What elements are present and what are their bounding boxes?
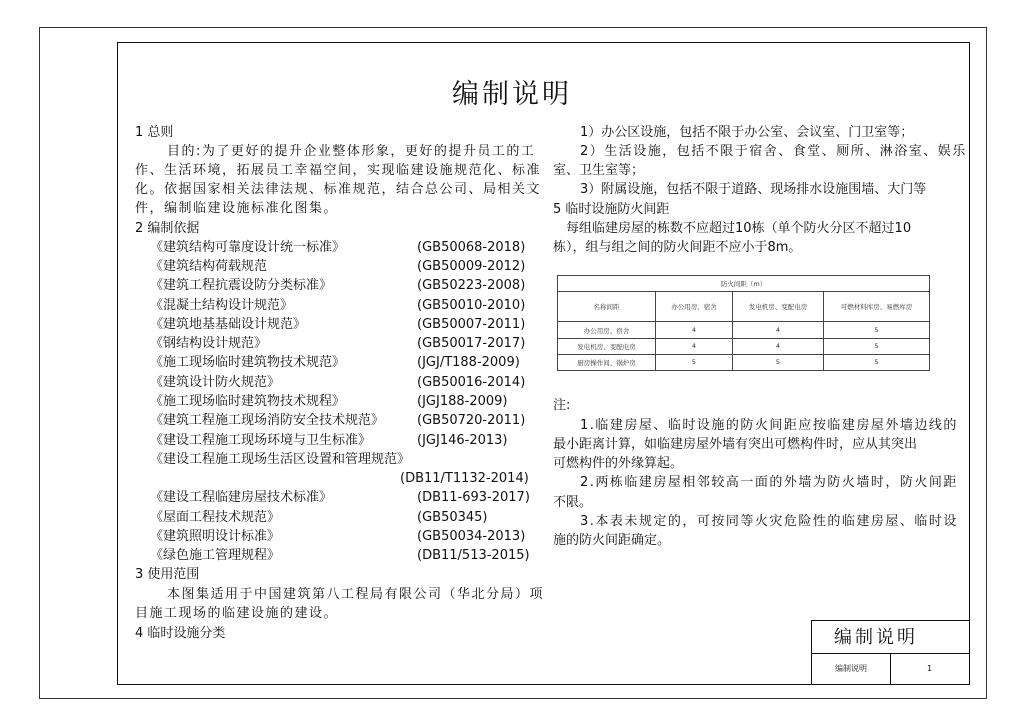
fire-spacing-table bbox=[557, 275, 930, 371]
table-cell: 4 bbox=[656, 322, 733, 338]
standard-name: 《施工现场临时建筑物技术规程》 bbox=[150, 394, 346, 409]
notes-heading: 注: bbox=[553, 398, 571, 413]
page-title: 编制说明 bbox=[452, 79, 572, 110]
standard-code: (GB50007-2011) bbox=[417, 317, 526, 332]
table-row bbox=[558, 322, 930, 338]
table-cell: 4 bbox=[733, 322, 824, 338]
sec1-line: 作、生活环境，拓展员工幸福空间，实现临建设施规范化、标准 bbox=[135, 163, 542, 178]
section-3-heading: 3 使用范围 bbox=[135, 567, 200, 582]
note-line: 不限。 bbox=[553, 495, 593, 510]
section-4-heading: 4 临时设施分类 bbox=[135, 626, 226, 641]
table-cell: 5 bbox=[656, 354, 733, 370]
facility-item: 2）生活设施，包括不限于宿舍、食堂、厕所、淋浴室、娱乐 bbox=[580, 144, 967, 159]
sec1-line: 件，编制临建设施标准化图集。 bbox=[135, 201, 339, 216]
standard-code: (GB50010-2010) bbox=[417, 298, 526, 313]
section-5-heading: 5 临时设施防火间距 bbox=[553, 202, 670, 217]
table-cell: 4 bbox=[656, 338, 733, 354]
standard-name: 《屋面工程技术规范》 bbox=[150, 510, 281, 525]
title-block bbox=[811, 620, 970, 685]
title-block-page-number: 1 bbox=[926, 664, 933, 673]
title-block-main: 编制说明 bbox=[812, 621, 969, 654]
standard-code: (GB50017-2017) bbox=[417, 336, 526, 351]
sec1-line: 目的:为了更好的提升企业整体形象，更好的提升员工的工 bbox=[167, 144, 536, 159]
note-line: 2.两栋临建房屋相邻较高一面的外墙为防火墙时，防火间距 bbox=[580, 475, 958, 490]
table-header: 可燃材料库房、易燃库房 bbox=[824, 292, 930, 322]
standard-name: 《混凝土结构设计规范》 bbox=[150, 298, 294, 313]
standard-name: 《建设工程临建房屋技术标准》 bbox=[150, 490, 333, 505]
table-row bbox=[558, 354, 930, 370]
table-cell: 厨房操作间、锅炉房 bbox=[558, 354, 656, 370]
note-line: 最小距离计算，如临建房屋外墙有突出可燃构件时，应从其突出 bbox=[553, 437, 918, 452]
standard-name: 《建筑结构可靠度设计统一标准》 bbox=[150, 240, 346, 255]
standard-name: 《钢结构设计规范》 bbox=[150, 336, 268, 351]
table-cell: 5 bbox=[733, 354, 824, 370]
standard-code: (GB50009-2012) bbox=[417, 259, 526, 274]
table-header: 名称间距 bbox=[558, 292, 656, 322]
standard-code: (DB11/T1132-2014) bbox=[400, 471, 529, 486]
facility-item: 3）附属设施，包括不限于道路、现场排水设施围墙、大门等 bbox=[580, 182, 927, 197]
standard-code: (GB50345) bbox=[417, 510, 488, 525]
standard-name: 《建筑地基基础设计规范》 bbox=[150, 317, 307, 332]
standard-code: (JGJ188-2009) bbox=[417, 394, 508, 409]
table-cell: 5 bbox=[824, 322, 930, 338]
note-line: 3.本表未规定的，可按同等火灾危险性的临建房屋、临时设 bbox=[580, 514, 958, 529]
standard-code: (JGJ146-2013) bbox=[417, 433, 508, 448]
standard-name: 《施工现场临时建筑物技术规范》 bbox=[150, 355, 346, 370]
facility-item: 1）办公区设施，包括不限于办公室、会议室、门卫室等； bbox=[580, 125, 914, 140]
facility-item: 室、卫生室等； bbox=[553, 163, 645, 178]
table-cell: 5 bbox=[824, 338, 930, 354]
note-line: 1.临建房屋、临时设施的防火间距应按临建房屋外墙边线的 bbox=[580, 418, 958, 433]
standard-name: 《建设工程施工现场生活区设置和管理规范》 bbox=[150, 452, 411, 467]
table-header: 发电机房、变配电房 bbox=[733, 292, 824, 322]
sec5-line: 栋），组与组之间的防火间距不应小于8m。 bbox=[553, 240, 802, 255]
standard-name: 《绿色施工管理规程》 bbox=[150, 548, 281, 563]
note-line: 施的防火间距确定。 bbox=[553, 533, 671, 548]
sec3-line: 本图集适用于中国建筑第八工程局有限公司（华北分局）项 bbox=[167, 587, 545, 602]
table-cell: 办公用房、宿舍 bbox=[558, 322, 656, 338]
title-block-drawing-name: 编制说明 bbox=[812, 654, 891, 684]
table-row bbox=[558, 338, 930, 354]
standard-code: (DB11-693-2017) bbox=[417, 490, 530, 505]
standard-name: 《建筑工程施工现场消防安全技术规范》 bbox=[150, 413, 385, 428]
standard-name: 《建筑设计防火规范》 bbox=[150, 375, 281, 390]
standard-name: 《建筑照明设计标准》 bbox=[150, 529, 281, 544]
standard-code: (GB50720-2011) bbox=[417, 413, 526, 428]
standard-code: (JGJ/T188-2009) bbox=[417, 355, 520, 370]
standard-code: (DB11/513-2015) bbox=[417, 548, 530, 563]
section-2-heading: 2 编制依据 bbox=[135, 221, 200, 236]
table-caption: 防火间距（m） bbox=[558, 276, 930, 292]
standard-code: (GB50016-2014) bbox=[417, 375, 526, 390]
section-1-heading: 1 总则 bbox=[135, 125, 174, 140]
table-cell: 5 bbox=[824, 354, 930, 370]
sec3-line: 目施工现场的临建设施的建设。 bbox=[135, 606, 339, 621]
standard-name: 《建筑结构荷载规范 bbox=[150, 259, 268, 274]
standard-code: (GB50068-2018) bbox=[417, 240, 526, 255]
standard-name: 《建筑工程抗震设防分类标准》 bbox=[150, 278, 333, 293]
table-header: 办公用房、宿舍 bbox=[656, 292, 733, 322]
note-line: 可燃构件的外缘算起。 bbox=[553, 456, 684, 471]
table-cell: 发电机房、变配电房 bbox=[558, 338, 656, 354]
table-cell: 4 bbox=[733, 338, 824, 354]
standard-code: (GB50223-2008) bbox=[417, 278, 526, 293]
sec1-line: 化。依据国家相关法律法规、标准规范，结合总公司、局相关文 bbox=[135, 182, 542, 197]
standard-code: (GB50034-2013) bbox=[417, 529, 526, 544]
sec5-line: 每组临建房屋的栋数不应超过10栋（单个防火分区不超过10 bbox=[566, 221, 912, 236]
standard-name: 《建设工程施工现场环境与卫生标准》 bbox=[150, 433, 372, 448]
